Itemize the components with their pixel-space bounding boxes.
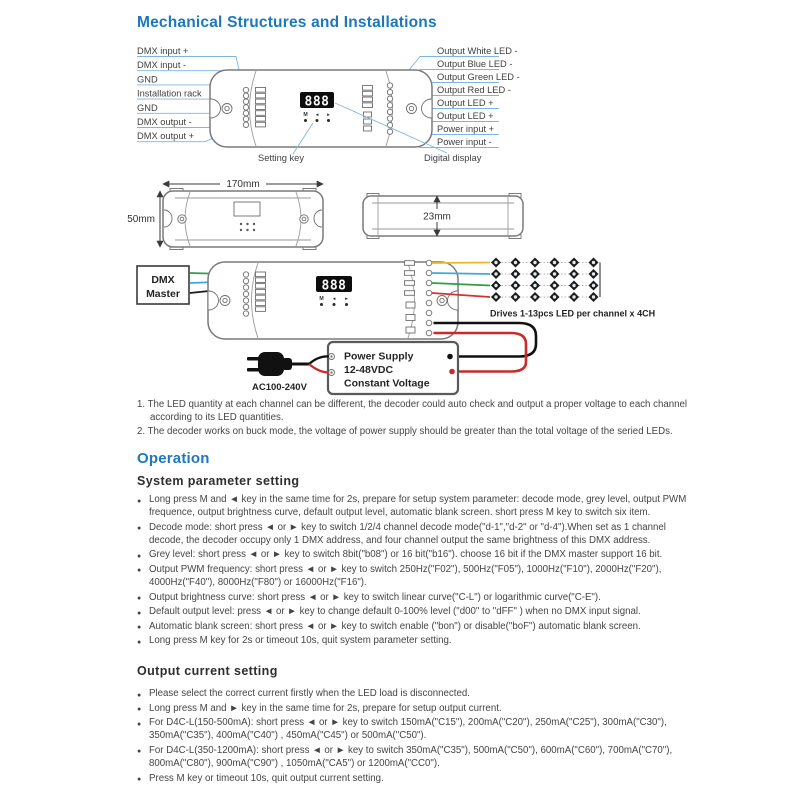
dc-terminal-negative — [449, 369, 455, 375]
bullet-enter-current-setup: ● Long press M and ► key in the same time for 2s, prepare for setup output current. — [137, 702, 693, 715]
power-supply-line3: Constant Voltage — [344, 377, 430, 390]
left-key-icon: ◄ — [331, 296, 337, 301]
bullet-pwm-frequency: ● Output PWM frequency: short press ◄ or ► key to switch 250Hz("F02"), 500Hz("F05"), 1000Hz("F10"), 2000Hz("F20"), 4000Hz("F40"), 8000Hz("F80") or 16000Hz("F16"). — [137, 563, 693, 589]
led-array — [490, 258, 655, 319]
port-label-dmx-input-minus: DMX input - — [137, 60, 187, 71]
front-view — [163, 189, 323, 250]
screw-right — [407, 104, 417, 114]
left-terminal-block — [256, 88, 266, 127]
port-label-output-green: Output Green LED - — [437, 72, 520, 82]
port-label-output-led-plus-2: Output LED + — [437, 111, 494, 121]
port-label-gnd-1: GND — [137, 74, 158, 85]
length-dim-label: 170mm — [226, 179, 260, 190]
dmx-master-box — [137, 266, 189, 304]
note-item-1: 1. The LED quantity at each channel can be different, the decoder could auto check and output a proper voltage to each channel according to its LED quantities. — [137, 399, 688, 423]
drives-label: Drives 1-13pcs LED per channel x 4CH — [490, 308, 656, 319]
bullet-grey-level: ● Grey level: short press ◄ or ► key to switch 8bit("b08") or 16 bit("b16"). choose 16 bit if the DMX master support 16 bit. — [137, 548, 693, 561]
power-supply-line1: Power Supply — [344, 350, 414, 363]
bullet-quit-current: ● Press M key or timeout 10s, quit output current setting. — [137, 772, 693, 785]
output-current-list — [137, 687, 693, 786]
notes-list — [137, 399, 689, 439]
operation-heading: Operation — [137, 450, 210, 467]
port-label-dmx-output-minus: DMX output - — [137, 117, 192, 127]
port-label-output-led-plus-1: Output LED + — [437, 98, 494, 108]
connection-diagram — [137, 258, 655, 395]
setting-key-label: Setting key — [258, 153, 304, 163]
dmx-master-line2: Master — [146, 288, 180, 300]
front-view-display — [234, 202, 260, 216]
left-key-icon: ◄ — [314, 112, 320, 117]
port-label-power-input-minus: Power input - — [437, 137, 492, 147]
bullet-range-150-500: ● For D4C-L(150-500mA): short press ◄ or ► key to switch 150mA("C15"), 200mA("C20"), 250mA("C25"), 300mA("C30"), 350mA("C35"), 400mA("C40") , 450mA("C45") or 500mA("C50"). — [137, 716, 693, 742]
port-label-output-blue: Output Blue LED - — [437, 59, 513, 69]
bullet-decode-mode: ● Decode mode: short press ◄ or ► key to switch 1/2/4 channel decode mode("d-1","d-2" or "d-4").When set as 1 channel decode, the decoder occupy only 1 DMX address, and four channel output the same brightness of this DMX address. — [137, 521, 693, 547]
bullet-brightness-curve: ● Output brightness curve: short press ◄ or ► key to switch linear curve("C-L") or logarithmic curve("C-E"). — [137, 591, 693, 604]
dc-terminal-positive — [447, 354, 453, 360]
right-key-icon: ► — [344, 296, 349, 301]
port-label-dmx-input-plus: DMX input + — [137, 46, 189, 56]
bullet-range-350-1200: ● For D4C-L(350-1200mA): short press ◄ or ► key to switch 350mA("C35"), 500mA("C50"), 600mA("C60"), 700mA("C70"), 800mA("C80"), 900mA("C90") , 1050mA("CA5") or 1200mA("CC0"). — [137, 744, 693, 770]
system-parameter-heading: System parameter setting — [137, 474, 300, 488]
m-key-label: M — [303, 112, 308, 118]
decoder-device-top-view — [210, 70, 432, 147]
bullet-select-current: ● Please select the correct current firstly when the LED load is disconnected. — [137, 687, 693, 700]
ac-plug — [247, 352, 329, 376]
dimensions-diagram — [127, 177, 523, 250]
height-dim-label: 50mm — [127, 214, 155, 225]
system-parameter-list — [137, 493, 693, 649]
left-terminal-block — [256, 272, 266, 311]
left-terminal-screws — [243, 87, 248, 127]
depth-dim-label: 23mm — [423, 211, 451, 223]
bullet-blank-screen: ● Automatic blank screen: short press ◄ or ► key to switch enable ("bon") or disable("boF") automatic blank screen. — [137, 620, 693, 633]
port-label-output-white: Output White LED - — [437, 46, 518, 56]
screw-left — [222, 104, 232, 114]
page-title: Mechanical Structures and Installations — [137, 14, 437, 31]
note-item-2: 2. The decoder works on buck mode, the voltage of power supply should be greater than the total voltage of the seried LEDs. — [137, 425, 673, 437]
terminal-diagram — [137, 46, 520, 163]
display-value: 888 — [321, 278, 347, 294]
port-label-power-input-plus: Power input + — [437, 124, 495, 134]
port-label-output-red: Output Red LED - — [437, 85, 511, 95]
output-current-heading: Output current setting — [137, 664, 278, 678]
power-supply-box — [328, 342, 458, 394]
bullet-default-output: ● Default output level: press ◄ or ► key to change default 0-100% level ("d00" to "dFF" ) when no DMX input signal. — [137, 605, 693, 618]
m-key-label: M — [319, 296, 324, 302]
led-chips — [491, 258, 599, 303]
port-label-installation-rack: Installation rack — [137, 88, 202, 99]
bullet-quit-system: ● Long press M key for 2s or timeout 10s, quit system parameter setting. — [137, 634, 693, 647]
bullet-enter-setup: ● Long press M and ◄ key in the same time for 2s, prepare for setup system parameter: decode mode, grey level, output PWM frequence, output brightness curve, default output level, automatic blank screen. short press M key to switch six item. — [137, 493, 693, 519]
display-value: 888 — [304, 94, 330, 110]
port-label-gnd-2: GND — [137, 102, 158, 113]
right-key-icon: ► — [326, 112, 331, 117]
port-label-dmx-output-plus: DMX output + — [137, 131, 195, 142]
power-supply-line2: 12-48VDC — [344, 364, 394, 376]
decoder-device-wiring-view — [208, 260, 458, 339]
ac-voltage-label: AC100-240V — [252, 382, 307, 393]
dmx-master-line1: DMX — [151, 274, 175, 286]
digital-display-label: Digital display — [424, 153, 482, 163]
